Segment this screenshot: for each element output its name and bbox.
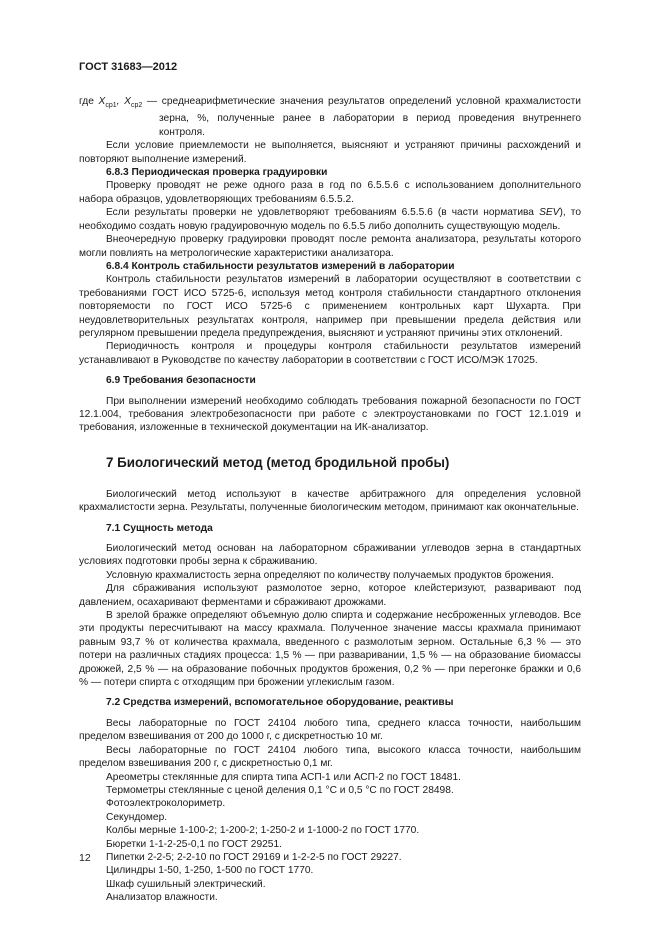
section-heading-6-9: 6.9 Требования безопасности [106,375,256,387]
list-item: Бюретки 1-1-2-25-0,1 по ГОСТ 29251. [106,838,282,850]
section-heading-7-1: 7.1 Сущность метода [106,522,213,534]
section-heading-6-8-3: 6.8.3 Периодическая проверка градуировки [106,167,328,179]
list-item: Термометры стеклянные с ценой деления 0,1 °С и 0,5 °С по ГОСТ 28498. [106,784,454,796]
page-header: ГОСТ 31683—2012 [79,61,178,73]
page-content [79,95,581,905]
list-item: Анализатор влажности. [106,892,218,904]
paragraph: Если результаты проверки не удовлетворяют требованиям 6.5.5.6 (в части норматива SEV), то необходимо создать новую градуировочную модель по 6.5.5 либо дополнить существующую модель. [79,207,581,232]
page-number: 12 [79,852,91,864]
list-item: Шкаф сушильный электрический. [106,878,266,890]
paragraph: Периодичность контроля и процедуры контроля стабильности результатов измерений устанавливают в Руководстве по качеству лаборатории в соответствии с ГОСТ ИСО/МЭК 17025. [79,341,581,366]
list-item: Цилиндры 1-50, 1-250, 1-500 по ГОСТ 1770. [106,865,314,877]
paragraph: При выполнении измерений необходимо соблюдать требования пожарной безопасности по ГОСТ 12.1.004, требования электробезопасности при работе с электроустановками по ГОСТ 12.1.019 и требования, изложенные в технической документации на ИК-анализатор. [79,395,581,434]
list-item: Весы лабораторные по ГОСТ 24104 любого типа, среднего класса точности, наибольшим пределом взвешивания от 200 до 1000 г, с дискретностью 10 мг. [79,717,581,743]
paragraph: Проверку проводят не реже одного раза в год по 6.5.5.6 с использованием дополнительного набора образцов, удовлетворяющих требованиям 6.5.5.2. [79,180,581,205]
list-item: Весы лабораторные по ГОСТ 24104 любого типа, высокого класса точности, наибольшим пределом взвешивания 200 г, с дискретностью 0,1 мг. [79,744,581,770]
where-definition: где $X_{ср1}$, $X_{ср2}$ — среднеарифметические значения результатов определений условной крахмалистости зерна, %, полученные ранее в лаборатории в период проведения внутреннего контроля. [79,96,581,138]
paragraph: В зрелой бражке определяют объемную долю спирта и содержание несброженных углеводов. Все эти продукты пересчитывают на массу крахмала. Полученное значение массы крахмала принимают равным 93,7 % от количества крахмала, введенного с размолотым зерном. Остальные 6,3 % — это потери на различных стадиях процесса: 1,5 % — при разваривании, 1,5 % — на образование биомассы дрожжей, 2,5 % — на образование побочных продуктов брожения, 0,2 % — при перегонке бражки и 0,6 % — потери спирта с отходящим при брожении углекислым газом. [79,610,581,689]
list-item: Ареометры стеклянные для спирта типа АСП-1 или АСП-2 по ГОСТ 18481. [106,771,461,783]
paragraph: Условную крахмалистость зерна определяют по количеству получаемых продуктов брожения. [106,569,554,581]
paragraph: Внеочередную проверку градуировки проводят после ремонта анализатора, результаты которого могли повлиять на метрологические характеристики анализатора. [79,234,581,259]
list-item: Секундомер. [106,811,168,823]
paragraph: Если условие приемлемости не выполняется, выясняют и устраняют причины расхождений и повторяют выполнение измерений. [79,140,581,165]
equipment-list [79,717,581,905]
section-heading-6-8-4: 6.8.4 Контроль стабильности результатов измерений в лаборатории [106,260,455,272]
paragraph: Контроль стабильности результатов измерений в лаборатории осуществляют в соответствии с требованиями ГОСТ ИСО 5725-6, используя метод контроля стабильности стандартного отклонения повторяемости по ГОСТ ИСО 5725-6 с применением контрольных карт Шухарта. При неудовлетворительных результатах контроля, например при превышении предела действия или регулярном превышении предела предупреждения, выясняют и устраняют причины этих отклонений. [79,274,581,339]
list-item: Фотоэлектроколориметр. [106,798,226,810]
list-item: Колбы мерные 1-100-2; 1-200-2; 1-250-2 и 1-1000-2 по ГОСТ 1770. [106,825,420,837]
paragraph: Биологический метод основан на лабораторном сбраживании углеводов зерна в стандартных условиях подготовки пробы зерна к сбраживанию. [79,543,581,568]
list-item: Пипетки 2-2-5; 2-2-10 по ГОСТ 29169 и 1-2-2-5 по ГОСТ 29227. [106,851,402,863]
section-heading-7-2: 7.2 Средства измерений, вспомогательное оборудование, реактивы [106,697,454,709]
paragraph: Для сбраживания используют размолотое зерно, которое клейстеризуют, разваривают под давлением, осахаривают ферментами и сбраживают дрожжами. [79,583,581,608]
chapter-heading-7: 7 Биологический метод (метод бродильной пробы) [106,454,450,470]
paragraph: Биологический метод используют в качестве арбитражного для определения условной крахмалистости зерна. Результаты, полученные биологическим методом, принимают как окончательные. [79,488,581,514]
